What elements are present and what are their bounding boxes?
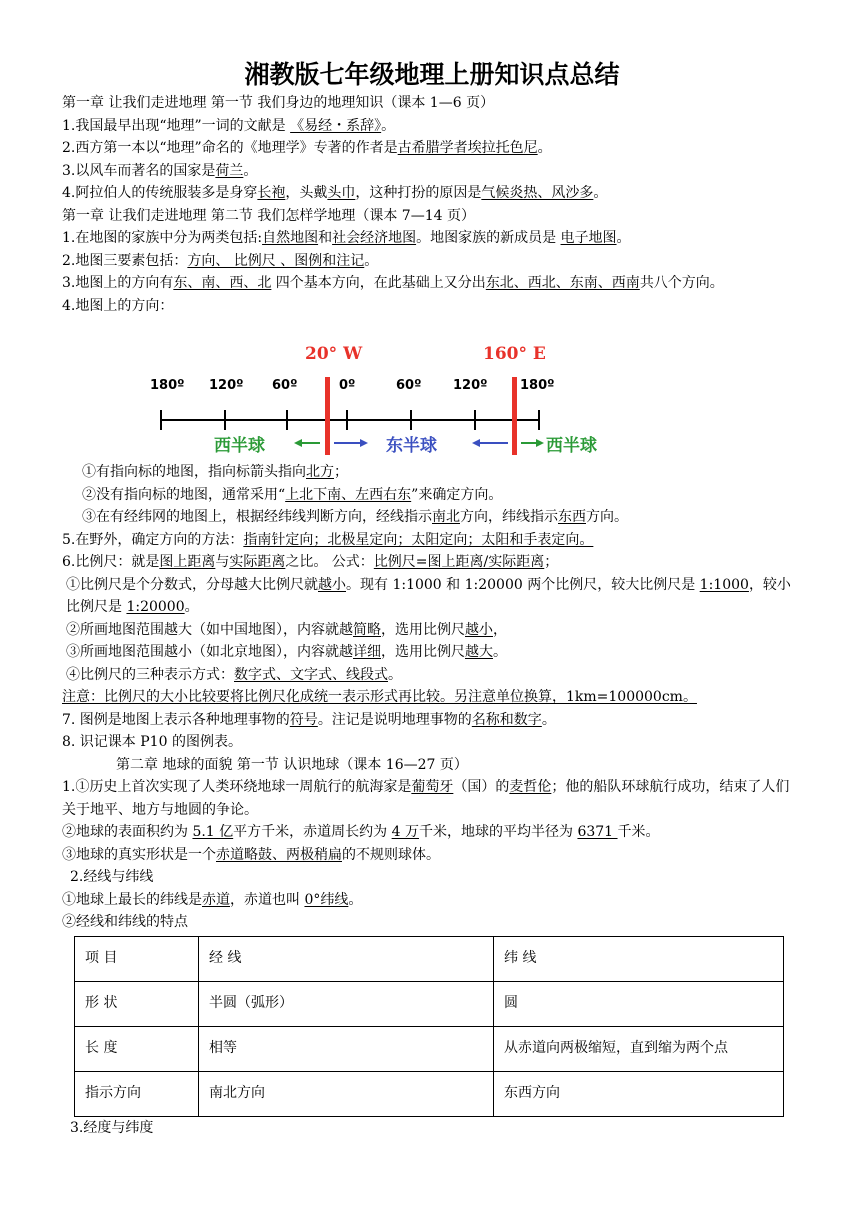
table-cell: 圆 bbox=[494, 981, 784, 1026]
tick-label-120-left: 120º bbox=[209, 378, 244, 393]
item-5: 5.在野外，确定方向的方法：指南针定向；北极星定向；太阳定向；太阳和手表定向。 bbox=[62, 531, 594, 548]
table-cell: 形 状 bbox=[75, 981, 199, 1026]
subheading-meridian-parallel: 2.经线与纬线 bbox=[70, 869, 154, 885]
tick-label-120-right: 120º bbox=[453, 378, 488, 393]
item-1-2-3: 3.地图上的方向有东、南、西、北 四个基本方向，在此基础上又分出东北、西北、东南、西南共八个方向。 bbox=[62, 275, 724, 291]
item-1-1-4: 4.阿拉伯人的传统服装多是身穿长袍，头戴头巾，这种打扮的原因是气候炎热、风沙多。 bbox=[62, 185, 608, 201]
subheading-longitude-latitude: 3.经度与纬度 bbox=[70, 1119, 154, 1136]
arrowhead-east-left bbox=[360, 439, 368, 447]
tick-label-60-left: 60º bbox=[272, 378, 298, 393]
table-cell: 纬 线 bbox=[494, 936, 784, 981]
item-2-1-3: ③地球的真实形状是一个赤道略鼓、两极稍扁的不规则球体。 bbox=[62, 846, 440, 863]
table-cell: 半圆（弧形） bbox=[199, 981, 494, 1026]
hemisphere-diagram bbox=[62, 319, 802, 461]
item-7: 7. 图例是地图上表示各种地理事物的符号。注记是说明地理事物的名称和数字。 bbox=[62, 711, 556, 728]
scale-note: 注意：比例尺的大小比较要将比例尺化成统一表示形式再比较。另注意单位换算，1km=100000cm。 bbox=[62, 689, 697, 705]
table-cell: 长 度 bbox=[75, 1026, 199, 1071]
tick-label-180-left: 180º bbox=[150, 378, 185, 393]
table-cell: 从赤道向两极缩短，直到缩为两个点 bbox=[494, 1026, 784, 1071]
table-row bbox=[75, 981, 784, 1026]
scale-rule-1: ①比例尺是个分数式，分母越大比例尺就越小。现有 1:1000 和 1:20000 两个比例尺，较大比例尺是 1:1000，较小比例尺是 1:20000。 bbox=[66, 576, 791, 615]
item-1-2-1: 1.在地图的家族中分为两类包括:自然地图和社会经济地图。地图家族的新成员是 电子地图。 bbox=[62, 230, 631, 246]
item-1-2-2: 2.地图三要素包括：方向、 比例尺 、图例和注记。 bbox=[62, 252, 379, 269]
meridian-parallel-table bbox=[74, 936, 784, 1117]
red-bar-160e bbox=[512, 377, 517, 455]
section-heading-1-2: 第一章 让我们走进地理 第二节 我们怎样学地理（课本 7—14 页） bbox=[62, 207, 475, 224]
red-bar-20w bbox=[325, 377, 330, 455]
label-east-hemisphere: 东半球 bbox=[386, 436, 437, 456]
arrowhead-east-right bbox=[472, 439, 480, 447]
item-1-1-3: 3.以风车而著名的国家是荷兰。 bbox=[62, 162, 258, 179]
tick-label-60-right: 60º bbox=[396, 378, 422, 393]
item-1-2-4: 4.地图上的方向： bbox=[62, 297, 174, 314]
hemisphere-diagram-svg bbox=[62, 319, 802, 461]
tick-label-0: 0º bbox=[339, 378, 356, 393]
document-page bbox=[62, 58, 802, 1139]
item-6: 6.比例尺：就是图上距离与实际距离之比。 公式：比例尺=图上距离/实际距离； bbox=[62, 554, 559, 570]
item-1-1-1: 1.我国最早出现“地理”一词的文献是 《易经・系辞》。 bbox=[62, 117, 396, 134]
table-cell: 相等 bbox=[199, 1026, 494, 1071]
item-2-2-2: ②经线和纬线的特点 bbox=[62, 914, 188, 930]
table-cell: 南北方向 bbox=[199, 1071, 494, 1116]
item-2-2-1: ①地球上最长的纬线是赤道，赤道也叫 0°纬线。 bbox=[62, 891, 363, 908]
direction-rule-2: ②没有指向标的地图，通常采用“上北下南、左西右东”来确定方向。 bbox=[82, 486, 503, 503]
arrowhead-west-left bbox=[294, 439, 302, 447]
label-west-hemisphere-right: 西半球 bbox=[546, 436, 597, 456]
item-8: 8. 识记课本 P10 的图例表。 bbox=[62, 734, 242, 750]
scale-rule-4: ④比例尺的三种表示方式：数字式、文字式、线段式。 bbox=[66, 666, 402, 683]
section-heading-2-1: 第二章 地球的面貌 第一节 认识地球（课本 16—27 页） bbox=[116, 756, 468, 773]
table-row bbox=[75, 936, 784, 981]
section-heading-1-1: 第一章 让我们走进地理 第一节 我们身边的地理知识（课本 1—6 页） bbox=[62, 95, 495, 111]
label-20w: 20° W bbox=[305, 344, 363, 364]
arrowhead-west-right bbox=[536, 439, 544, 447]
table-cell: 东西方向 bbox=[494, 1071, 784, 1116]
direction-rule-1: ①有指向标的地图，指向标箭头指向北方； bbox=[82, 464, 348, 480]
table-cell: 项 目 bbox=[75, 936, 199, 981]
item-2-1-1: 1.①历史上首次实现了人类环绕地球一周航行的航海家是葡萄牙（国）的麦哲伦；他的船队环球航行成功，结束了人们关于地平、地方与地圆的争论。 bbox=[62, 779, 790, 818]
direction-rule-3: ③在有经纬网的地图上，根据经纬线判断方向，经线指示南北方向，纬线指示东西方向。 bbox=[82, 509, 628, 525]
scale-rule-2: ②所画地图范围越大（如中国地图），内容就越简略，选用比例尺越小， bbox=[66, 621, 507, 638]
table-row bbox=[75, 1026, 784, 1071]
tick-label-180-right: 180º bbox=[520, 378, 555, 393]
table-cell: 指示方向 bbox=[75, 1071, 199, 1116]
item-1-1-2: 2.西方第一本以“地理”命名的《地理学》专著的作者是古希腊学者埃拉托色尼。 bbox=[62, 140, 552, 156]
table-row bbox=[75, 1071, 784, 1116]
item-2-1-2: ②地球的表面积约为 5.1 亿平方千米，赤道周长约为 4 万千米，地球的平均半径为 6371 千米。 bbox=[62, 824, 660, 840]
document-title: 湘教版七年级地理上册知识点总结 bbox=[244, 60, 620, 89]
table-cell: 经 线 bbox=[199, 936, 494, 981]
label-160e: 160° E bbox=[483, 344, 546, 364]
label-west-hemisphere-left: 西半球 bbox=[214, 436, 265, 456]
scale-rule-3: ③所画地图范围越小（如北京地图），内容就越详细，选用比例尺越大。 bbox=[66, 644, 507, 660]
